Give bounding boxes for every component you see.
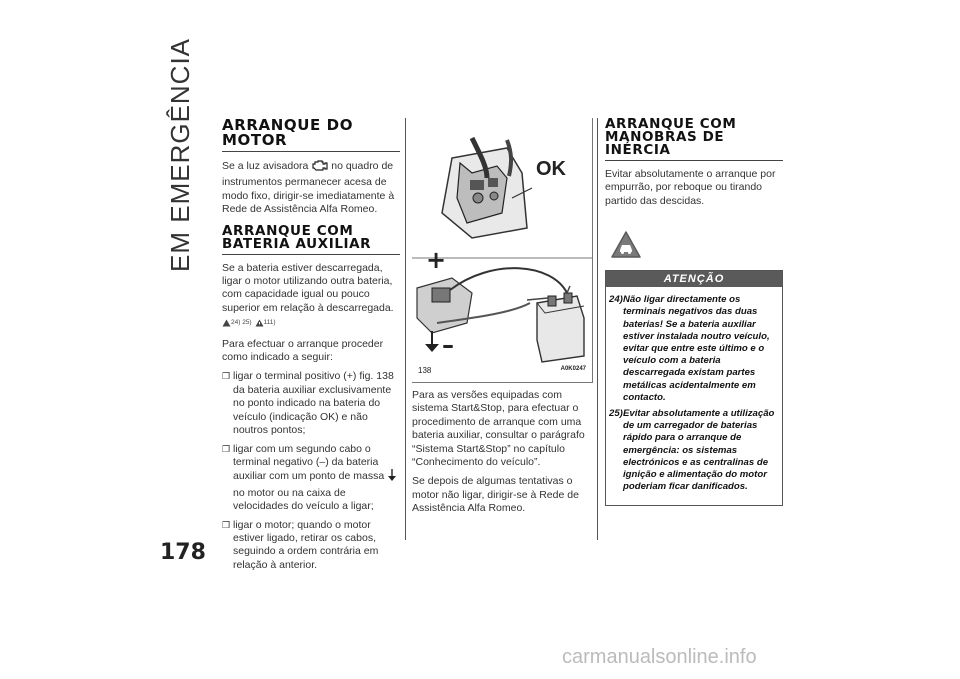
warning-item — [609, 294, 778, 404]
figure-code: A0K0247 — [560, 366, 586, 372]
section-title: ARRANQUE DO MOTOR — [222, 116, 354, 149]
list-item-text: no motor ou na caixa de velocidades do veículo a ligar; — [233, 486, 374, 513]
caution-triangle-icon — [255, 318, 264, 331]
reference-numbers: 111) — [263, 319, 276, 327]
paragraph: Para efectuar o arranque proceder como indicado a seguir: — [222, 337, 384, 364]
paragraph — [222, 159, 400, 217]
watermark: carmanualsonline.info — [562, 646, 757, 668]
warning-triangle-car-icon — [610, 230, 783, 264]
column-divider — [405, 118, 406, 540]
warning-text: Não ligar directamente os terminais negativos das duas baterias! Se a bateria auxiliar estiver instalada noutro veículo, evitar que entre este último e o veículo com a bateria descarregada existam partes metálicas acidentalmente em contacto. — [623, 294, 770, 403]
list-item — [222, 370, 400, 437]
title-underline — [605, 160, 783, 161]
paragraph: Evitar absolutamente o arranque por empurrão, por reboque ou tirando partido das descidas. — [605, 168, 776, 207]
figure-caption: 138 — [418, 366, 432, 375]
title-underline — [222, 151, 400, 152]
paragraph: Para as versões equipadas com sistema Start&Stop, para efectuar o procedimento de arranque com uma bateria auxiliar, consultar o parágrafo “Sistema Start&Stop” no capítulo “Conhecimento do veículo”. — [412, 389, 585, 469]
terminal-box-drawing — [442, 138, 567, 238]
checkbox-bullet-icon: ❒ — [222, 443, 231, 454]
warning-header: ATENÇÃO — [606, 271, 782, 287]
warning-triangle-icon — [222, 318, 231, 331]
plus-label: + — [426, 246, 447, 274]
text-span: Se a luz avisadora — [222, 160, 309, 172]
warning-box — [605, 270, 783, 506]
warning-number: 25) — [609, 408, 623, 420]
list-item-text: ligar o terminal positivo (+) fig. 138 da bateria auxiliar exclusivamente no ponto indicado na bateria do veículo (indicação OK) e não noutros pontos; — [233, 370, 394, 437]
ok-label: OK — [536, 158, 566, 180]
engine-warning-icon — [311, 159, 328, 176]
list-item-text: ligar com um segundo cabo o terminal negativo (–) da bateria auxiliar com um ponto de massa — [233, 442, 385, 483]
warning-list — [606, 287, 782, 505]
battery-connection-illustration — [412, 118, 592, 382]
section-title: ARRANQUE COM MANOBRAS DE INÉRCIA — [605, 116, 737, 158]
column-figure — [412, 118, 592, 522]
section-side-label: EM EMERGÊNCIA — [165, 37, 195, 272]
list-item — [222, 443, 400, 514]
section-subtitle: ARRANQUE COM BATERIA AUXILIAR — [222, 222, 372, 252]
column-inertia-start — [605, 118, 783, 506]
text-span: no quadro de instrumentos permanecer acesa de modo fixo, dirigir-se imediatamente à Rede de Assistência Alfa Romeo. — [222, 160, 395, 216]
checkbox-bullet-icon: ❒ — [222, 519, 231, 530]
subtitle-underline — [222, 254, 400, 255]
warning-item — [609, 408, 778, 493]
ground-symbol-icon — [387, 469, 397, 486]
list-item — [222, 519, 400, 573]
jump-cable-drawing — [417, 246, 584, 362]
text-span: Se a bateria estiver descarregada, ligar o motor utilizando outra bateria, com capacidade igual ou pouco superior em relação à descarregada. — [222, 261, 394, 314]
reference-numbers: 24) 25) — [231, 319, 252, 327]
list-item-text: ligar o motor; quando o motor estiver ligado, retirar os cabos, seguindo a ordem contrária em relação à anterior. — [233, 518, 379, 571]
paragraph: Se depois de algumas tentativas o motor não ligar, dirigir-se à Rede de Assistência Alfa Romeo. — [412, 475, 579, 515]
page-number: 178 — [160, 540, 206, 565]
minus-label: – — [442, 331, 454, 359]
figure-138 — [412, 118, 593, 383]
column-divider — [597, 118, 598, 540]
checkbox-bullet-icon: ❒ — [222, 371, 231, 382]
warning-text: Evitar absolutamente a utilização de um carregador de baterias rápido para o arranque de emergência: os sistemas electrónicos e as centralinas de ignição e alimentação do motor poderiam ficar danificados. — [623, 408, 775, 493]
procedure-list — [222, 370, 400, 572]
column-engine-start — [222, 118, 400, 577]
warning-number: 24) — [609, 294, 623, 306]
paragraph — [222, 262, 400, 332]
